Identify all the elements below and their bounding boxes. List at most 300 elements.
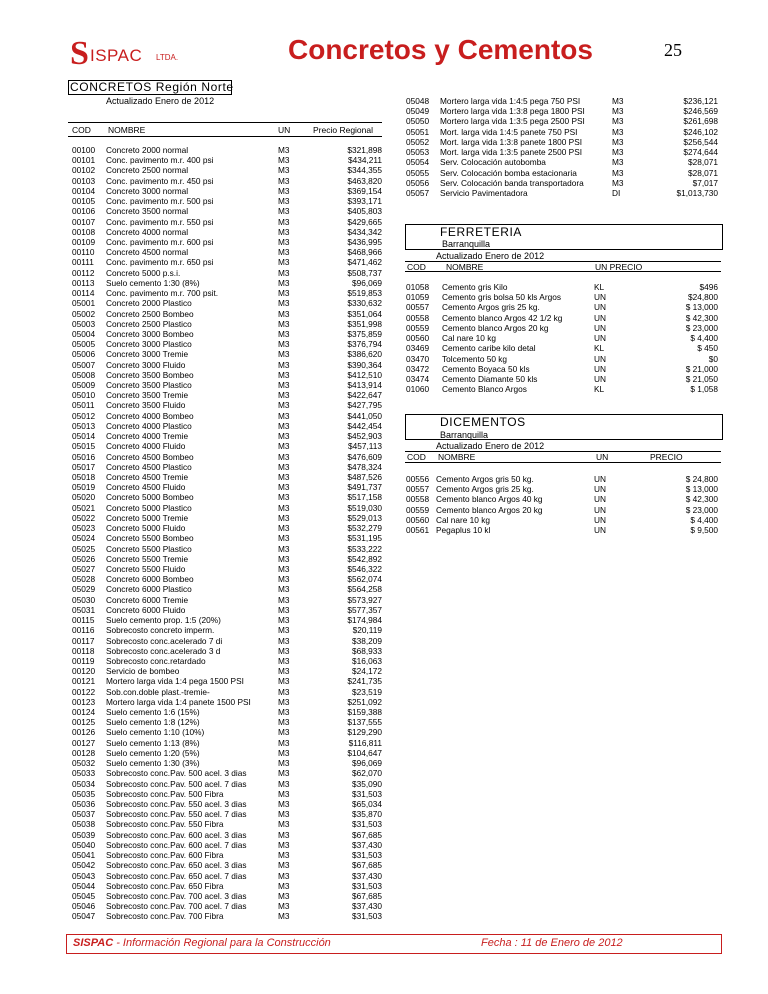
cell-precio: $31,503 — [352, 819, 382, 830]
cell-un: M3 — [612, 126, 624, 137]
table-row — [406, 137, 718, 147]
cell-nombre: Servicio de bombeo — [106, 666, 180, 677]
cell-un: M3 — [278, 645, 290, 656]
cell-nombre: Concreto 4500 Tremie — [106, 472, 189, 482]
table-row — [406, 313, 718, 323]
cell-un: M3 — [278, 380, 290, 391]
cell-cod: 05026 — [72, 553, 96, 564]
cell-un: M3 — [612, 96, 624, 106]
cell-precio: $246,569 — [683, 106, 718, 117]
cell-precio: $457,113 — [348, 441, 382, 452]
cell-nombre: Concreto 5000 Tremie — [106, 512, 189, 523]
cell-nombre: Concreto 6000 Tremie — [106, 594, 189, 605]
cell-cod: 05046 — [72, 901, 96, 912]
dicementos-title: DICEMENTOS — [440, 415, 526, 429]
cell-un: M3 — [612, 136, 624, 147]
cell-cod: 05018 — [72, 472, 96, 482]
ferreteria-table — [406, 282, 718, 394]
cell-cod: 05023 — [72, 523, 96, 534]
table-row — [72, 421, 382, 431]
cell-un: M3 — [278, 328, 290, 339]
cell-nombre: Concreto 5000 Bombeo — [106, 492, 194, 503]
cell-nombre: Sobrecosto conc.Pav. 600 acel. 7 dias — [106, 839, 247, 850]
cell-un: M3 — [278, 563, 290, 574]
table-row — [72, 329, 382, 339]
cell-precio: $452,903 — [347, 431, 382, 442]
cell-un: M3 — [278, 758, 290, 769]
table-row — [72, 901, 382, 911]
cell-nombre: Sobrecosto concreto imperm. — [106, 625, 215, 636]
cell-precio: $413,914 — [347, 380, 382, 391]
table-row — [72, 584, 382, 594]
cell-un: KL — [594, 384, 605, 395]
cell-cod: 05029 — [72, 584, 96, 595]
cell-precio: $351,064 — [347, 308, 382, 319]
cell-un: M3 — [278, 339, 290, 350]
cell-un: M3 — [278, 451, 290, 462]
cell-precio: $422,647 — [347, 390, 382, 401]
footer-left — [73, 937, 331, 949]
cell-precio: $330,632 — [347, 298, 382, 309]
cell-cod: 05019 — [72, 482, 96, 493]
table-row — [72, 186, 382, 196]
cell-nombre: Serv. Colocación autobomba — [440, 157, 546, 168]
cell-un: M3 — [278, 666, 290, 677]
cell-cod: 00119 — [72, 655, 95, 666]
cell-un: M3 — [278, 492, 290, 503]
cell-precio: $508,737 — [347, 267, 382, 278]
cell-nombre: Concreto 4500 Bombeo — [106, 451, 194, 462]
cell-cod: 00113 — [72, 277, 95, 288]
table-row — [406, 374, 718, 384]
cell-cod: 00114 — [72, 288, 95, 299]
cell-cod: 00117 — [72, 635, 95, 646]
cell-un: UN — [594, 302, 606, 313]
table-row — [72, 482, 382, 492]
cell-cod: 05009 — [72, 380, 96, 391]
cell-precio: $476,609 — [347, 451, 382, 462]
cell-un: M3 — [278, 768, 290, 779]
cell-precio: $68,933 — [352, 645, 382, 656]
table-row — [72, 492, 382, 502]
cell-cod: 00115 — [72, 615, 95, 626]
logo-text: ISPAC — [90, 46, 143, 65]
cell-un: M3 — [278, 400, 290, 411]
cell-precio: $ 9,500 — [690, 525, 718, 536]
cell-cod: 00112 — [72, 267, 95, 278]
cell-nombre: Concreto 5500 Fluido — [106, 563, 186, 574]
table-row — [72, 891, 382, 901]
table-row — [406, 525, 718, 535]
cell-nombre: Cal nare 10 kg — [442, 333, 496, 344]
table-row — [72, 748, 382, 758]
cell-un: M3 — [278, 196, 290, 207]
cell-un: M3 — [278, 482, 290, 493]
ferreteria-header-rule-bottom — [405, 271, 721, 272]
cell-nombre: Conc. pavimento m.r. 500 psi — [106, 196, 214, 207]
page-title: Concretos y Cementos — [288, 34, 593, 65]
cell-nombre: Concreto 2500 normal — [106, 165, 189, 176]
cell-precio: $533,222 — [347, 543, 382, 554]
cell-nombre: Sobrecosto conc.Pav. 650 Fibra — [106, 880, 224, 891]
cell-nombre: Cemento Argos gris 25 kg. — [436, 484, 534, 495]
dicementos-updated: Actualizado Enero de 2012 — [436, 441, 545, 451]
cell-precio: $256,544 — [683, 136, 718, 147]
cell-cod: 00123 — [72, 696, 96, 707]
cell-un: M3 — [278, 655, 290, 666]
cell-un: M3 — [278, 594, 290, 605]
cell-nombre: Sobrecosto conc.Pav. 550 Fibra — [106, 819, 224, 830]
cell-precio: $31,503 — [352, 911, 382, 922]
concretos-col-un: UN — [278, 125, 291, 135]
table-row — [72, 574, 382, 584]
cell-nombre: Concreto 3500 Plastico — [106, 380, 192, 391]
cell-cod: 00558 — [406, 494, 430, 505]
cell-nombre: Conc. pavimento m.r. 700 psit. — [106, 288, 219, 299]
cell-nombre: Sobrecosto conc.acelerado 3 d — [106, 645, 221, 656]
table-row — [406, 157, 718, 167]
cell-cod: 00556 — [406, 474, 430, 484]
cell-precio: $35,090 — [352, 778, 382, 789]
dicementos-col-un: UN — [596, 452, 609, 462]
table-row — [72, 533, 382, 543]
table-row — [72, 758, 382, 768]
cell-nombre: Conc. pavimento m.r. 400 psi — [106, 155, 214, 166]
cell-precio: $31,503 — [352, 850, 382, 861]
table-row — [406, 282, 718, 292]
cell-precio: $517,158 — [347, 492, 382, 503]
cell-cod: 01060 — [406, 384, 430, 395]
table-row — [72, 380, 382, 390]
table-row — [72, 165, 382, 175]
cell-cod: 05010 — [72, 390, 96, 401]
cell-un: M3 — [612, 116, 624, 127]
ferreteria-title: FERRETERIA — [440, 225, 523, 239]
cell-nombre: Sobrecosto conc.Pav. 650 acel. 7 dias — [106, 870, 247, 881]
cell-precio: $1,013,730 — [676, 187, 718, 198]
cell-cod: 05002 — [72, 308, 96, 319]
cell-cod: 05040 — [72, 839, 96, 850]
concretos-updated: Actualizado Enero de 2012 — [106, 96, 215, 106]
cell-cod: 05020 — [72, 492, 96, 503]
cell-un: M3 — [278, 155, 290, 166]
cell-nombre: Concreto 4000 Tremie — [106, 431, 189, 442]
cell-un: M3 — [278, 829, 290, 840]
table-row — [406, 147, 718, 157]
cell-un: UN — [594, 525, 606, 536]
table-row — [406, 515, 718, 525]
cell-un: UN — [594, 494, 606, 505]
cell-precio: $487,526 — [347, 472, 382, 482]
cell-nombre: Concreto 4000 Bombeo — [106, 410, 194, 421]
cell-precio: $564,258 — [347, 584, 382, 595]
cell-un: M3 — [278, 420, 290, 431]
cell-un: M3 — [278, 901, 290, 912]
cell-cod: 05022 — [72, 512, 96, 523]
cell-cod: 05013 — [72, 420, 96, 431]
table-row — [72, 564, 382, 574]
cell-un: M3 — [278, 349, 290, 360]
cell-un: M3 — [278, 911, 290, 922]
table-row — [406, 106, 718, 116]
cell-nombre: Sobrecosto conc.Pav. 550 acel. 7 dias — [106, 809, 247, 820]
cell-precio: $67,685 — [352, 860, 382, 871]
cell-un: M3 — [278, 431, 290, 442]
cell-cod: 05054 — [406, 157, 430, 168]
table-row — [72, 268, 382, 278]
table-row — [406, 354, 718, 364]
dicementos-col-nombre: NOMBRE — [438, 452, 476, 462]
table-row — [72, 472, 382, 482]
cell-precio: $174,984 — [347, 615, 382, 626]
cell-cod: 05021 — [72, 502, 96, 513]
cell-precio: $471,462 — [347, 257, 382, 268]
cell-cod: 00125 — [72, 717, 96, 728]
cell-nombre: Concreto 3500 Tremie — [106, 390, 189, 401]
table-row — [72, 666, 382, 676]
cell-cod: 05003 — [72, 318, 96, 329]
cell-nombre: Mortero larga vida 1:4:5 pega 750 PSI — [440, 96, 581, 106]
table-row — [406, 168, 718, 178]
cell-precio: $28,071 — [688, 167, 718, 178]
cell-un: M3 — [278, 574, 290, 585]
cell-cod: 00557 — [406, 484, 430, 495]
cell-un: M3 — [278, 809, 290, 820]
cell-cod: 05041 — [72, 850, 96, 861]
cell-cod: 00118 — [72, 645, 95, 656]
cell-un: M3 — [278, 819, 290, 830]
cell-precio: $62,070 — [352, 768, 382, 779]
cell-cod: 05048 — [406, 96, 430, 106]
cell-un: M3 — [278, 277, 290, 288]
cell-cod: 00103 — [72, 175, 96, 186]
cell-precio: $67,685 — [352, 890, 382, 901]
cell-cod: 00106 — [72, 206, 96, 217]
table-row — [72, 881, 382, 891]
concretos-cont-table — [406, 96, 718, 198]
cell-nombre: Mortero larga vida 1:3:5 pega 2500 PSI — [440, 116, 585, 127]
table-row — [406, 474, 718, 484]
cell-nombre: Concreto 2500 Bombeo — [106, 308, 194, 319]
cell-precio: $393,171 — [347, 196, 382, 207]
cell-nombre: Concreto 5000 p.s.i. — [106, 267, 181, 278]
cell-nombre: Servicio Pavimentadora — [440, 187, 528, 198]
cell-cod: 05016 — [72, 451, 96, 462]
table-row — [72, 196, 382, 206]
ferreteria-updated: Actualizado Enero de 2012 — [436, 251, 545, 261]
cell-precio: $405,803 — [347, 206, 382, 217]
concretos-col-precio: Precio Regional — [313, 125, 374, 135]
table-row — [406, 116, 718, 126]
cell-precio: $491,737 — [347, 482, 382, 493]
cell-cod: 00128 — [72, 747, 96, 758]
cell-nombre: Cemento Argos gris 25 kg. — [442, 302, 540, 313]
cell-precio: $0 — [708, 353, 718, 364]
table-row — [406, 494, 718, 504]
table-row — [406, 96, 718, 106]
cell-precio: $159,388 — [347, 707, 382, 718]
cell-un: M3 — [278, 308, 290, 319]
cell-nombre: Mort. larga vida 1:3:8 panete 1800 PSI — [440, 136, 583, 147]
cell-un: UN — [594, 474, 606, 484]
cell-nombre: Concreto 3000 Tremie — [106, 349, 189, 360]
table-row — [72, 247, 382, 257]
page-number: 25 — [664, 40, 682, 60]
cell-cod: 05043 — [72, 870, 96, 881]
table-row — [72, 544, 382, 554]
cell-precio: $65,034 — [352, 799, 382, 809]
cell-precio: $137,555 — [347, 717, 382, 728]
table-row — [72, 860, 382, 870]
cell-nombre: Concreto 4500 Fluido — [106, 482, 186, 493]
dicementos-col-cod: COD — [407, 452, 426, 462]
cell-cod: 00101 — [72, 155, 96, 166]
cell-cod: 05025 — [72, 543, 96, 554]
cell-cod: 00559 — [406, 504, 430, 515]
cell-nombre: Sobrecosto conc.Pav. 700 acel. 7 dias — [106, 901, 247, 912]
table-row — [72, 523, 382, 533]
cell-cod: 05004 — [72, 328, 96, 339]
cell-nombre: Mortero larga vida 1:4 panete 1500 PSI — [106, 696, 251, 707]
concretos-title: CONCRETOS Región Norte — [70, 80, 234, 94]
table-row — [72, 911, 382, 921]
cell-precio: $261,698 — [683, 116, 718, 127]
table-row — [406, 302, 718, 312]
cell-precio: $529,013 — [347, 512, 382, 523]
table-row — [72, 400, 382, 410]
table-row — [72, 789, 382, 799]
cell-nombre: Concreto 3500 Fluido — [106, 400, 186, 411]
cell-nombre: Concreto 2000 Plastico — [106, 298, 192, 309]
table-row — [406, 292, 718, 302]
table-row — [72, 850, 382, 860]
cell-un: UN — [594, 484, 606, 495]
cell-cod: 05050 — [406, 116, 430, 127]
cell-cod: 05038 — [72, 819, 96, 830]
table-row — [72, 309, 382, 319]
cell-cod: 03470 — [406, 353, 430, 364]
ferreteria-subtitle: Barranquilla — [442, 239, 491, 249]
cell-cod: 00110 — [72, 247, 95, 258]
cell-precio: $ 42,300 — [685, 494, 718, 505]
table-row — [72, 411, 382, 421]
cell-nombre: Sobrecosto conc.Pav. 700 acel. 3 dias — [106, 890, 247, 901]
cell-precio: $246,102 — [683, 126, 718, 137]
table-row — [72, 145, 382, 155]
cell-precio: $427,795 — [347, 400, 382, 411]
cell-precio: $20,119 — [352, 625, 382, 636]
table-row — [406, 127, 718, 137]
cell-precio: $532,279 — [347, 523, 382, 534]
cell-precio: $351,998 — [347, 318, 382, 329]
cell-precio: $251,092 — [347, 696, 382, 707]
cell-nombre: Sobrecosto conc.Pav. 600 acel. 3 dias — [106, 829, 247, 840]
cell-precio: $441,050 — [347, 410, 382, 421]
table-row — [406, 364, 718, 374]
cell-un: M3 — [278, 737, 290, 748]
table-row — [72, 871, 382, 881]
concretos-col-cod: COD — [72, 125, 91, 135]
cell-un: M3 — [612, 147, 624, 158]
cell-nombre: Concreto 3000 Bombeo — [106, 328, 194, 339]
cell-nombre: Concreto 4500 normal — [106, 247, 189, 258]
cell-un: M3 — [278, 267, 290, 278]
cell-un: M3 — [278, 226, 290, 237]
cell-un: M3 — [278, 686, 290, 697]
cell-cod: 00116 — [72, 625, 95, 636]
cell-nombre: Cemento gris bolsa 50 kls Argos — [442, 292, 561, 303]
cell-precio: $16,063 — [352, 655, 382, 666]
cell-precio: $96,069 — [352, 277, 382, 288]
cell-precio: $531,195 — [347, 533, 382, 544]
table-row — [72, 217, 382, 227]
cell-un: M3 — [278, 850, 290, 861]
cell-un: M3 — [278, 676, 290, 687]
cell-cod: 05027 — [72, 563, 96, 574]
cell-un: M3 — [278, 727, 290, 738]
cell-cod: 05045 — [72, 890, 96, 901]
cell-nombre: Sobrecosto conc.Pav. 500 acel. 3 dias — [106, 768, 247, 779]
cell-un: M3 — [278, 298, 290, 309]
cell-precio: $412,510 — [347, 369, 382, 380]
cell-cod: 05053 — [406, 147, 430, 158]
ferreteria-col-cod: COD — [407, 262, 426, 272]
concretos-col-nombre: NOMBRE — [108, 125, 146, 135]
table-row — [72, 687, 382, 697]
table-row — [72, 676, 382, 686]
table-row — [72, 625, 382, 635]
cell-un: UN — [594, 353, 606, 364]
cell-cod: 00558 — [406, 312, 430, 323]
cell-un: M3 — [612, 106, 624, 117]
cell-nombre: Cemento Diamante 50 kls — [442, 373, 538, 384]
cell-cod: 05033 — [72, 768, 96, 779]
cell-cod: 00100 — [72, 145, 96, 155]
cell-cod: 00122 — [72, 686, 96, 697]
cell-un: M3 — [278, 145, 290, 155]
cell-cod: 05005 — [72, 339, 96, 350]
cell-cod: 00127 — [72, 737, 96, 748]
table-row — [72, 288, 382, 298]
cell-precio: $ 21,050 — [685, 373, 718, 384]
cell-un: M3 — [612, 157, 624, 168]
table-row — [72, 360, 382, 370]
cell-nombre: Suelo cemento prop. 1:5 (20%) — [106, 615, 221, 626]
cell-precio: $429,665 — [347, 216, 382, 227]
cell-un: M3 — [278, 502, 290, 513]
cell-nombre: Suelo cemento 1:8 (12%) — [106, 717, 200, 728]
cell-nombre: Concreto 3500 Bombeo — [106, 369, 194, 380]
cell-cod: 05017 — [72, 461, 96, 472]
cell-precio: $31,503 — [352, 880, 382, 891]
cell-un: M3 — [278, 696, 290, 707]
cell-un: KL — [594, 343, 605, 354]
table-row — [406, 343, 718, 353]
cell-precio: $442,454 — [347, 420, 382, 431]
cell-precio: $542,892 — [347, 553, 382, 564]
cell-cod: 05001 — [72, 298, 96, 309]
cell-cod: 00104 — [72, 185, 96, 196]
cell-un: UN — [594, 504, 606, 515]
cell-nombre: Conc. pavimento m.r. 550 psi — [106, 216, 214, 227]
ferreteria-col-un-precio: UN PRECIO — [595, 262, 643, 272]
cell-nombre: Cemento blanco Argos 20 kg — [436, 504, 543, 515]
cell-un: M3 — [278, 175, 290, 186]
cell-precio: $390,364 — [347, 359, 382, 370]
cell-un: M3 — [278, 390, 290, 401]
cell-cod: 05031 — [72, 604, 96, 615]
cell-un: M3 — [278, 860, 290, 871]
